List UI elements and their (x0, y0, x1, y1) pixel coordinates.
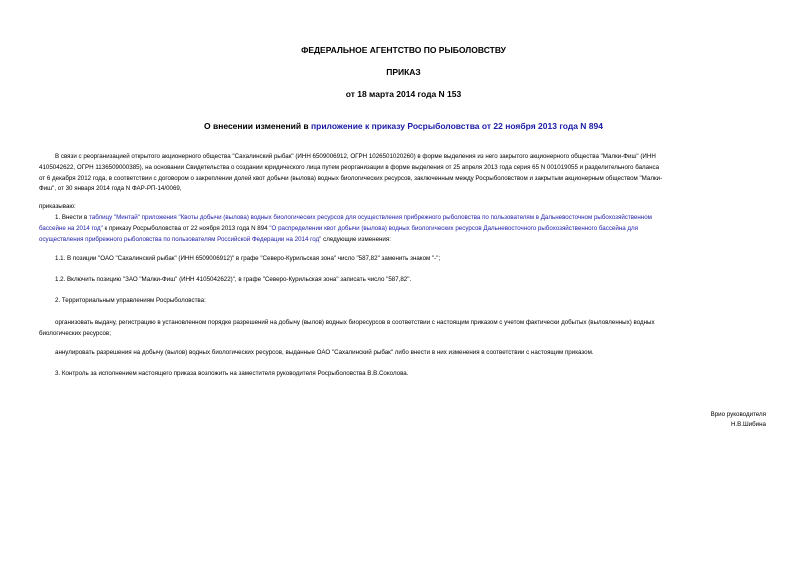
table-link-cont[interactable]: бассейне на 2014 год" (39, 224, 103, 232)
item-2-a-line: биологических ресурсов; (39, 329, 111, 337)
signature-position: Врио руководителя (710, 411, 766, 418)
document-title (0, 121, 807, 132)
title-prefix: О внесении изменений в (204, 121, 311, 131)
item-1-end: следующие изменения: (321, 235, 391, 243)
item-1-mid: к приказу Росрыболовства от 22 ноября 2013 года N 894 (102, 224, 270, 232)
item-3: 3. Контроль за исполнением настоящего приказа возложить на заместителя руководителя Росрыболовства В.В.Соколова. (55, 370, 409, 377)
table-link[interactable]: таблицу "Минтай" приложения "Квоты добычи (вылова) водных биологических ресурсов для осуществления прибрежного рыболовства по пользователям в Дальневосточном рыбохозяйственном (88, 214, 652, 221)
preamble-line: 4105042622, ОГРН 1136509000385), на основании Свидетельства о создании юридического лица путем реорганизации в форме выделения от 25 апреля 2013 года серия 65 N 001019055 и разделительного баланса (39, 163, 660, 171)
item-1-prefix: 1. Внести в (55, 214, 89, 221)
item-2: 2. Территориальным управлениям Росрыболовства: (55, 297, 206, 304)
preamble-line: В связи с реорганизацией открытого акционерного общества "Сахалинский рыбак" (ИНН 6509006912, ОГРН 1026501020260) в форме выделения из него закрытого акционерного общества "Малки-Фиш" (ИНН (55, 153, 656, 160)
preamble-paragraph (39, 152, 807, 196)
item-1-2: 1.2. Включить позицию "ЗАО "Малки-Фиш" (ИНН 4105042622)", в графе "Северо-Курильская зона" записать число "587,82". (55, 276, 412, 283)
signature-name: Н.В.Шибина (730, 421, 766, 428)
date-number-heading: от 18 марта 2014 года N 153 (345, 89, 462, 99)
item-1-line (39, 213, 807, 224)
item-2-a (39, 318, 807, 340)
item-2-a-line: организовать выдачу, регистрацию в установленном порядке разрешений на добычу (вылов) водных биоресурсов в соответствии с настоящим приказом с учетом фактически добытых (выловленных) водных (55, 319, 655, 326)
doc-type-heading: ПРИКАЗ (386, 67, 421, 77)
preamble-line: Фиш", от 30 января 2014 года N ФАР-РП-14/0069, (39, 185, 182, 193)
order-894-link[interactable]: "О распределении квот добычи (вылова) водных биологических ресурсов Дальневосточного рыбохозяйственного бассейна для (269, 224, 638, 232)
item-1-line (39, 235, 807, 246)
agency-heading: ФЕДЕРАЛЬНОЕ АГЕНТСТВО ПО РЫБОЛОВСТВУ (301, 45, 506, 55)
item-1-paragraph (39, 213, 807, 247)
order-894-link-cont[interactable]: осуществления прибрежного рыболовства по пользователям Российской Федерации на 2014 год" (39, 235, 322, 243)
preamble-line: от 6 декабря 2012 года, в соответствии с договором о закреплении долей квот добычи (вылова) водных биологических ресурсов, заключенным между Росрыболовством и закрытым акционерным обществом "Малки- (39, 174, 663, 182)
item-1-line (39, 224, 807, 235)
title-link[interactable]: приложение к приказу Росрыболовства от 22 ноября 2013 года N 894 (311, 121, 603, 131)
item-1-1: 1.1. В позиции "ОАО "Сахалинский рыбак" (ИНН 6509006912)" в графе "Северо-Курильская зона" число "587,82" заменить знаком "-"; (55, 255, 441, 262)
item-2-b: аннулировать разрешения на добычу (вылов) водных биологических ресурсов, выданные ОАО "Сахалинский рыбак" либо внести в них изменения в соответствии с настоящим приказом. (55, 349, 594, 356)
order-word: приказываю: (39, 203, 76, 210)
